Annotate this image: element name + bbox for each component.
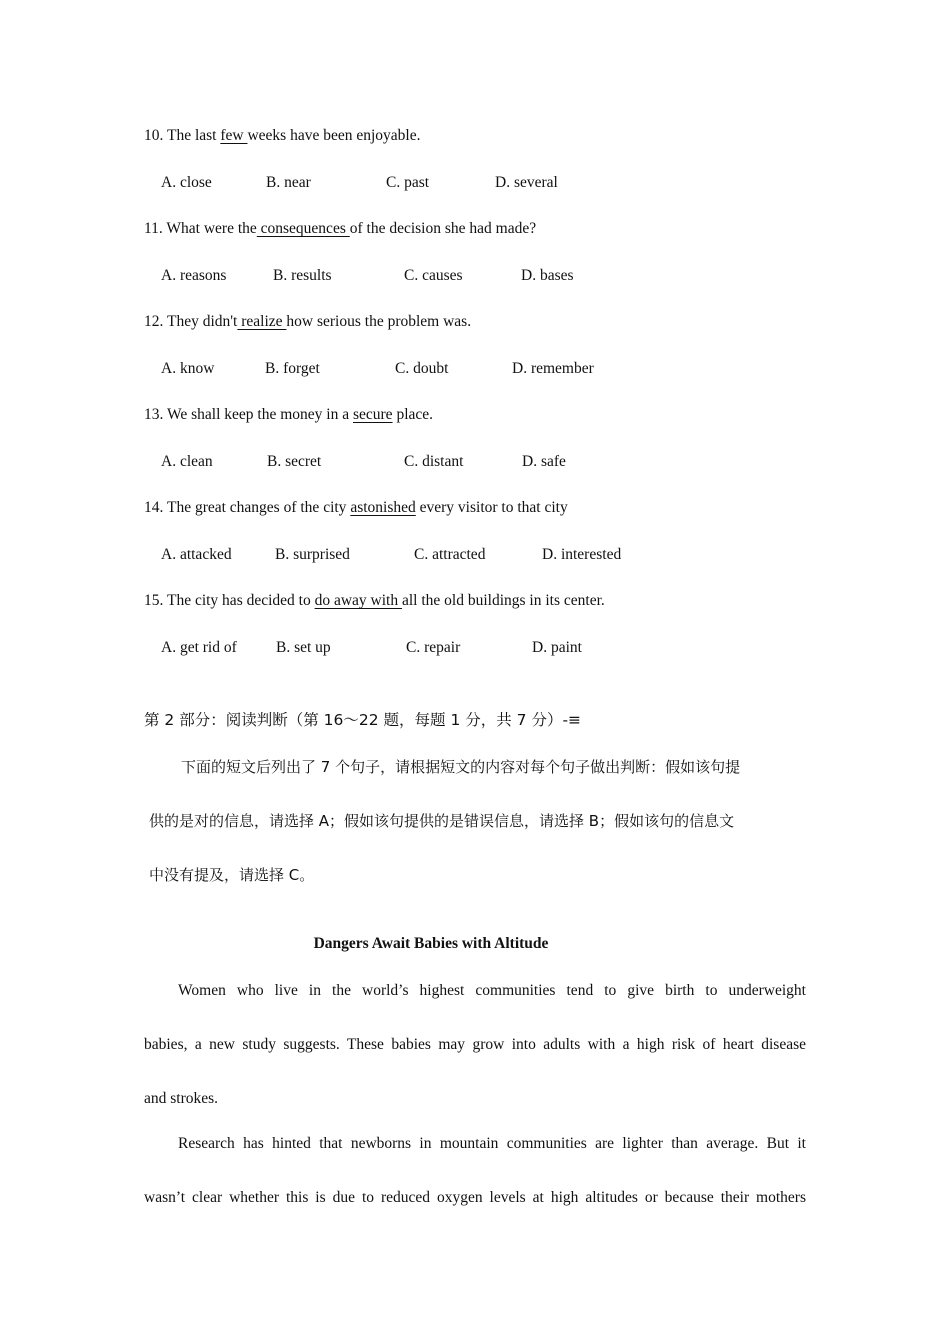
question-stem: 14. The great changes of the city astonished every visitor to that city	[144, 499, 568, 516]
option-b: B. secret	[267, 453, 322, 470]
option-c: C. doubt	[395, 360, 449, 377]
article-title: Dangers Await Babies with Altitude	[313, 935, 549, 952]
paragraph-2-line-2: wasn’t clear whether this is due to reduced oxygen levels at high altitudes or because their mothers	[144, 1189, 806, 1206]
option-a: A. know	[161, 360, 215, 377]
question-stem: 10. The last few weeks have been enjoyable.	[144, 127, 421, 144]
question-stem: 15. The city has decided to do away with all the old buildings in its center.	[144, 592, 605, 609]
option-a: A. clean	[161, 453, 213, 470]
option-d: D. bases	[521, 267, 574, 284]
paragraph-1-line-3: and strokes.	[144, 1090, 219, 1107]
question-stem: 11. What were the consequences of the decision she had made?	[144, 220, 537, 237]
option-c: C. repair	[406, 639, 461, 656]
instructions-line-1: 下面的短文后列出了 7 个句子，请根据短文的内容对每个句子做出判断：假如该句提	[181, 758, 741, 776]
option-d: D. paint	[532, 639, 582, 656]
option-c: C. attracted	[414, 546, 486, 563]
option-d: D. remember	[512, 360, 594, 377]
option-b: B. near	[266, 174, 311, 191]
option-a: A. attacked	[161, 546, 232, 563]
underlined-word: few	[220, 127, 248, 144]
option-a: A. close	[161, 174, 212, 191]
paragraph-1-line-1: Women who live in the world’s highest communities tend to give birth to underweight	[178, 982, 806, 999]
paragraph-1-line-2: babies, a new study suggests. These babies may grow into adults with a high risk of heart disease	[144, 1036, 806, 1053]
underlined-word: secure	[352, 406, 393, 423]
paragraph-2-line-1: Research has hinted that newborns in mountain communities are lighter than average. But it	[178, 1135, 806, 1152]
underlined-word: astonished	[350, 499, 416, 516]
section-heading: 第 2 部分：阅读判断（第 16～22 题，每题 1 分，共 7 分）-≡	[144, 711, 582, 729]
option-d: D. interested	[542, 546, 622, 563]
option-a: A. reasons	[161, 267, 227, 284]
option-b: B. surprised	[275, 546, 350, 563]
underlined-word: consequences	[256, 220, 350, 237]
question-stem: 13. We shall keep the money in a secure place.	[144, 406, 434, 423]
underlined-word: realize	[237, 313, 287, 330]
question-stem: 12. They didn't realize how serious the problem was.	[144, 313, 472, 330]
option-c: C. distant	[404, 453, 464, 470]
option-a: A. get rid of	[161, 639, 237, 656]
option-b: B. forget	[265, 360, 320, 377]
option-d: D. safe	[522, 453, 566, 470]
option-c: C. causes	[404, 267, 463, 284]
instructions-line-3: 中没有提及，请选择 C。	[149, 866, 315, 884]
option-c: C. past	[386, 174, 430, 191]
option-d: D. several	[495, 174, 558, 191]
option-b: B. results	[273, 267, 332, 284]
option-b: B. set up	[276, 639, 331, 656]
instructions-line-2: 供的是对的信息，请选择 A；假如该句提供的是错误信息，请选择 B；假如该句的信息文	[149, 812, 735, 830]
underlined-word: do away with	[314, 592, 402, 609]
